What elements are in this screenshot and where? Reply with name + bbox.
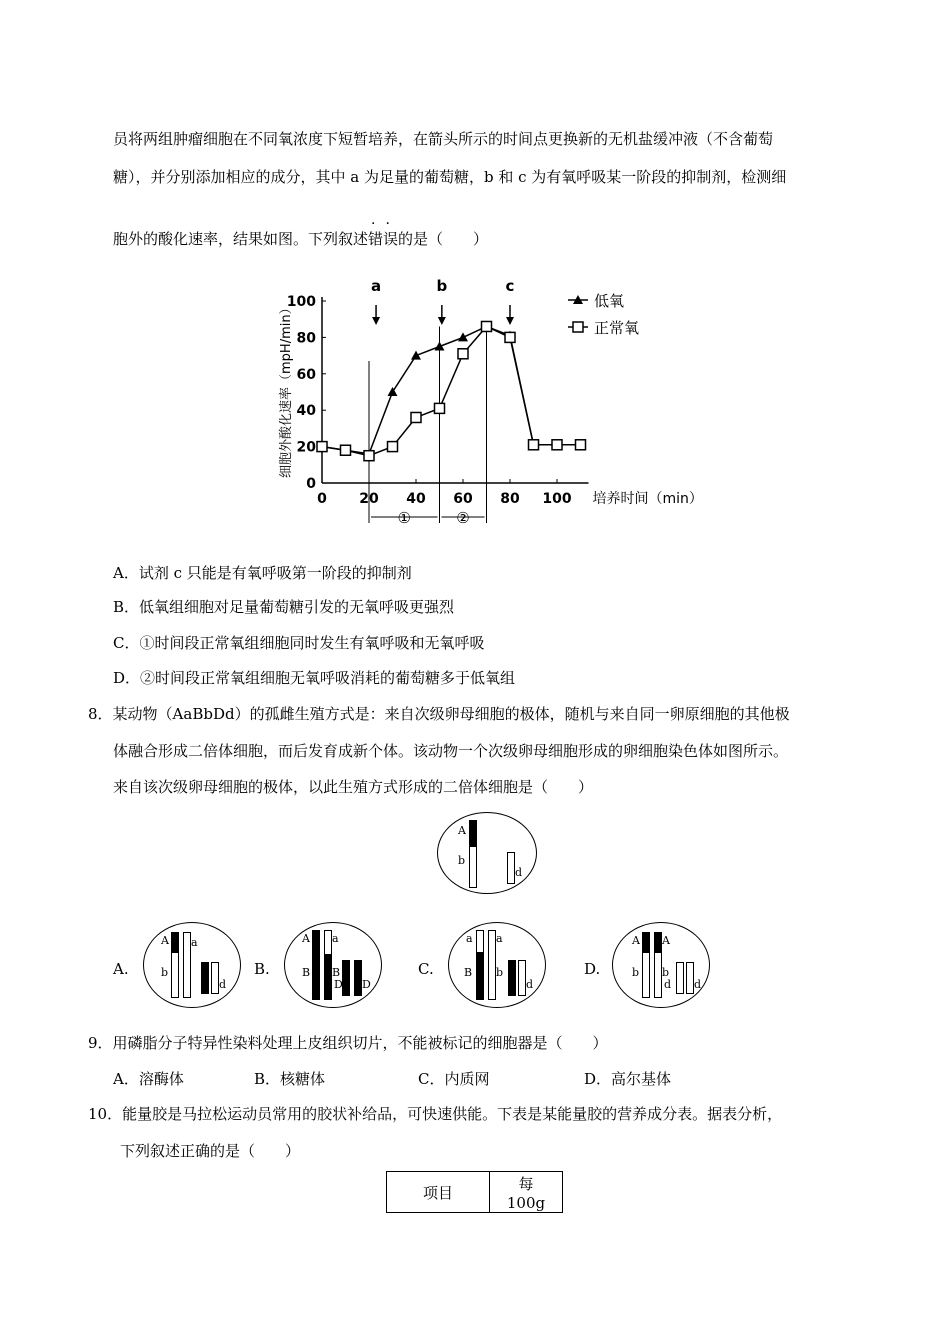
gene-label: b: [632, 966, 640, 979]
gene-label: A: [161, 934, 169, 947]
data-point-square: [529, 440, 539, 450]
gene-label: A: [458, 824, 466, 837]
chromosome-segment: [211, 962, 219, 994]
gene-label: B: [332, 966, 341, 979]
chromosome-segment: [312, 930, 320, 1000]
chromosome-segment: [686, 962, 694, 994]
egg-cell-outline: [437, 812, 537, 894]
cell-option-d: [612, 922, 712, 1008]
nutrition-table: [386, 1171, 563, 1213]
chromosome-segment: [518, 960, 526, 996]
gene-label: b: [458, 854, 466, 867]
chromosome-segment: [676, 962, 684, 994]
q10-line2: 下列叙述正确的是（ ）: [120, 1142, 301, 1160]
gene-label: a: [496, 932, 503, 945]
chromosome-segment: [508, 960, 516, 996]
chromosome-segment: [342, 960, 350, 996]
q7-emphasis-word: [368, 216, 400, 248]
y-tick-label: 40: [296, 403, 316, 420]
q10-line1: 10．能量胶是马拉松运动员常用的胶状补给品，可快速供能。下表是某能量胶的营养成分表。据表分析，: [88, 1105, 783, 1123]
q7-intro-line1: 员将两组肿瘤细胞在不同氧浓度下短暂培养，在箭头所示的时间点更换新的无机盐缓冲液（不含葡萄: [113, 130, 774, 148]
y-tick-label: 80: [296, 330, 316, 347]
gene-label: a: [332, 932, 339, 945]
chromosome-segment: [171, 952, 179, 998]
q8-option-letter-d: D.: [584, 960, 601, 978]
data-point-square: [388, 442, 398, 452]
chromosome-segment: [183, 932, 191, 998]
data-point-square: [411, 412, 421, 422]
chromosome-segment: [469, 820, 477, 848]
q9-option-d: D．高尔基体: [584, 1070, 672, 1088]
gene-label: A: [662, 934, 670, 947]
data-point-triangle: [388, 387, 398, 396]
acidification-chart: [270, 270, 720, 535]
data-point-square: [458, 349, 468, 359]
gene-label: d: [219, 978, 227, 991]
y-tick-label: 100: [286, 294, 316, 310]
series-line: [322, 326, 581, 455]
q8-option-letter-c: C.: [418, 960, 434, 978]
y-axis-label: 细胞外酸化速率（mpH/min）: [279, 301, 294, 478]
data-point-triangle: [458, 332, 468, 341]
arrow-label: c: [505, 277, 515, 295]
chromosome-segment: [507, 852, 515, 884]
chromosome-segment: [476, 930, 484, 954]
cell-option-b: [284, 922, 384, 1008]
cell-option-a: [143, 922, 243, 1008]
gene-label: A: [632, 934, 640, 947]
gene-label: B: [464, 966, 473, 979]
q8-option-letter-b: B.: [254, 960, 270, 978]
q7-option-d: D．②时间段正常氧组细胞无氧呼吸消耗的葡萄糖多于低氧组: [113, 669, 516, 687]
q8-line3: 来自该次级卵母细胞的极体，以此生殖方式形成的二倍体细胞是（ ）: [113, 778, 594, 796]
q8-line2: 体融合形成二倍体细胞，而后发育成新个体。该动物一个次级卵母细胞形成的卵细胞染色体如图所示。: [113, 742, 789, 760]
q7-intro-line3: [113, 216, 489, 249]
chromosome-segment: [201, 962, 209, 994]
cell-outline: [143, 922, 241, 1008]
chromosome-segment: [324, 930, 332, 956]
x-tick-label: 40: [406, 491, 426, 507]
egg-cell-figure: [437, 812, 537, 896]
interval-label: ②: [456, 509, 470, 527]
chromosome-segment: [171, 932, 179, 954]
q7-intro-pre: 胞外的酸化速率，结果如图。下列叙述: [113, 230, 369, 248]
chromosome-segment: [642, 952, 650, 998]
q7-intro-line2: 糖），并分别添加相应的成分，其中 a 为足量的葡萄糖，b 和 c 为有氧呼吸某一阶段的抑制剂，检测细: [113, 168, 787, 186]
chromosome-segment: [469, 846, 477, 888]
gene-label: B: [302, 966, 311, 979]
gene-label: a: [191, 936, 198, 949]
x-tick-label: 60: [453, 491, 473, 507]
chromosome-segment: [476, 952, 484, 1000]
q8-line1: 8．某动物（AaBbDd）的孤雌生殖方式是：来自次级卵母细胞的极体，随机与来自同一卵原细胞的其他极: [88, 705, 790, 723]
table-header-cell: 项目: [387, 1172, 490, 1213]
gene-label: d: [526, 978, 534, 991]
arrow-label: b: [436, 277, 448, 295]
q9-option-b: B．核糖体: [254, 1070, 326, 1088]
data-point-square: [552, 440, 562, 450]
data-point-square: [482, 321, 492, 331]
data-point-triangle: [435, 342, 445, 351]
gene-label: d: [664, 978, 672, 991]
arrow-label: a: [370, 277, 382, 295]
chromosome-segment: [354, 960, 362, 996]
table-header-cell: 每 100g: [490, 1172, 563, 1213]
y-tick-label: 20: [296, 439, 316, 456]
gene-label: b: [662, 966, 670, 979]
arrow-head: [372, 317, 380, 325]
cell-option-c: [448, 922, 548, 1008]
q9-question: 9．用磷脂分子特异性染料处理上皮组织切片，不能被标记的细胞器是（ ）: [88, 1034, 608, 1052]
y-tick-label: 60: [296, 366, 316, 383]
q7-intro-post: 的是（ ）: [398, 230, 489, 248]
gene-label: b: [161, 966, 169, 979]
gene-label: b: [496, 966, 504, 979]
y-tick-label: 0: [306, 476, 316, 492]
q7-option-b: B．低氧组细胞对足量葡萄糖引发的无氧呼吸更强烈: [113, 598, 455, 616]
chromosome-segment: [642, 932, 650, 954]
data-point-square: [505, 332, 515, 342]
legend-marker: [573, 322, 583, 332]
gene-label: D: [334, 978, 343, 991]
arrow-head: [506, 317, 514, 325]
x-tick-label: 20: [359, 491, 379, 507]
gene-label: D: [362, 978, 371, 991]
x-tick-label: 0: [317, 491, 327, 507]
x-tick-label: 100: [542, 491, 572, 507]
data-point-square: [341, 445, 351, 455]
q9-option-a: A．溶酶体: [113, 1070, 184, 1088]
series-line: [322, 326, 581, 453]
chromosome-segment: [324, 954, 332, 1000]
data-point-square: [317, 442, 327, 452]
q9-option-c: C．内质网: [418, 1070, 490, 1088]
chromosome-segment: [654, 932, 662, 954]
gene-label: a: [466, 932, 473, 945]
legend-label: 低氧: [594, 292, 625, 310]
data-point-triangle: [411, 351, 421, 360]
arrow-head: [438, 317, 446, 325]
x-axis-label: 培养时间（min）: [592, 491, 703, 507]
gene-label: d: [515, 866, 523, 879]
chromosome-segment: [488, 930, 496, 1000]
table-header-row: [387, 1172, 563, 1213]
q7-emphasis-text: 错误: [368, 230, 399, 248]
x-tick-label: 80: [500, 491, 520, 507]
legend-label: 正常氧: [594, 319, 640, 337]
q7-option-a: A．试剂 c 只能是有氧呼吸第一阶段的抑制剂: [113, 564, 412, 582]
q8-option-letter-a: A.: [113, 960, 129, 978]
emphasis-dots: ··: [371, 216, 400, 232]
data-point-square: [576, 440, 586, 450]
gene-label: d: [694, 978, 702, 991]
interval-label: ①: [397, 509, 411, 527]
chromosome-segment: [654, 952, 662, 998]
gene-label: A: [302, 932, 310, 945]
data-point-square: [364, 451, 374, 461]
q7-option-c: C．①时间段正常氧组细胞同时发生有氧呼吸和无氧呼吸: [113, 634, 485, 652]
data-point-square: [435, 403, 445, 413]
